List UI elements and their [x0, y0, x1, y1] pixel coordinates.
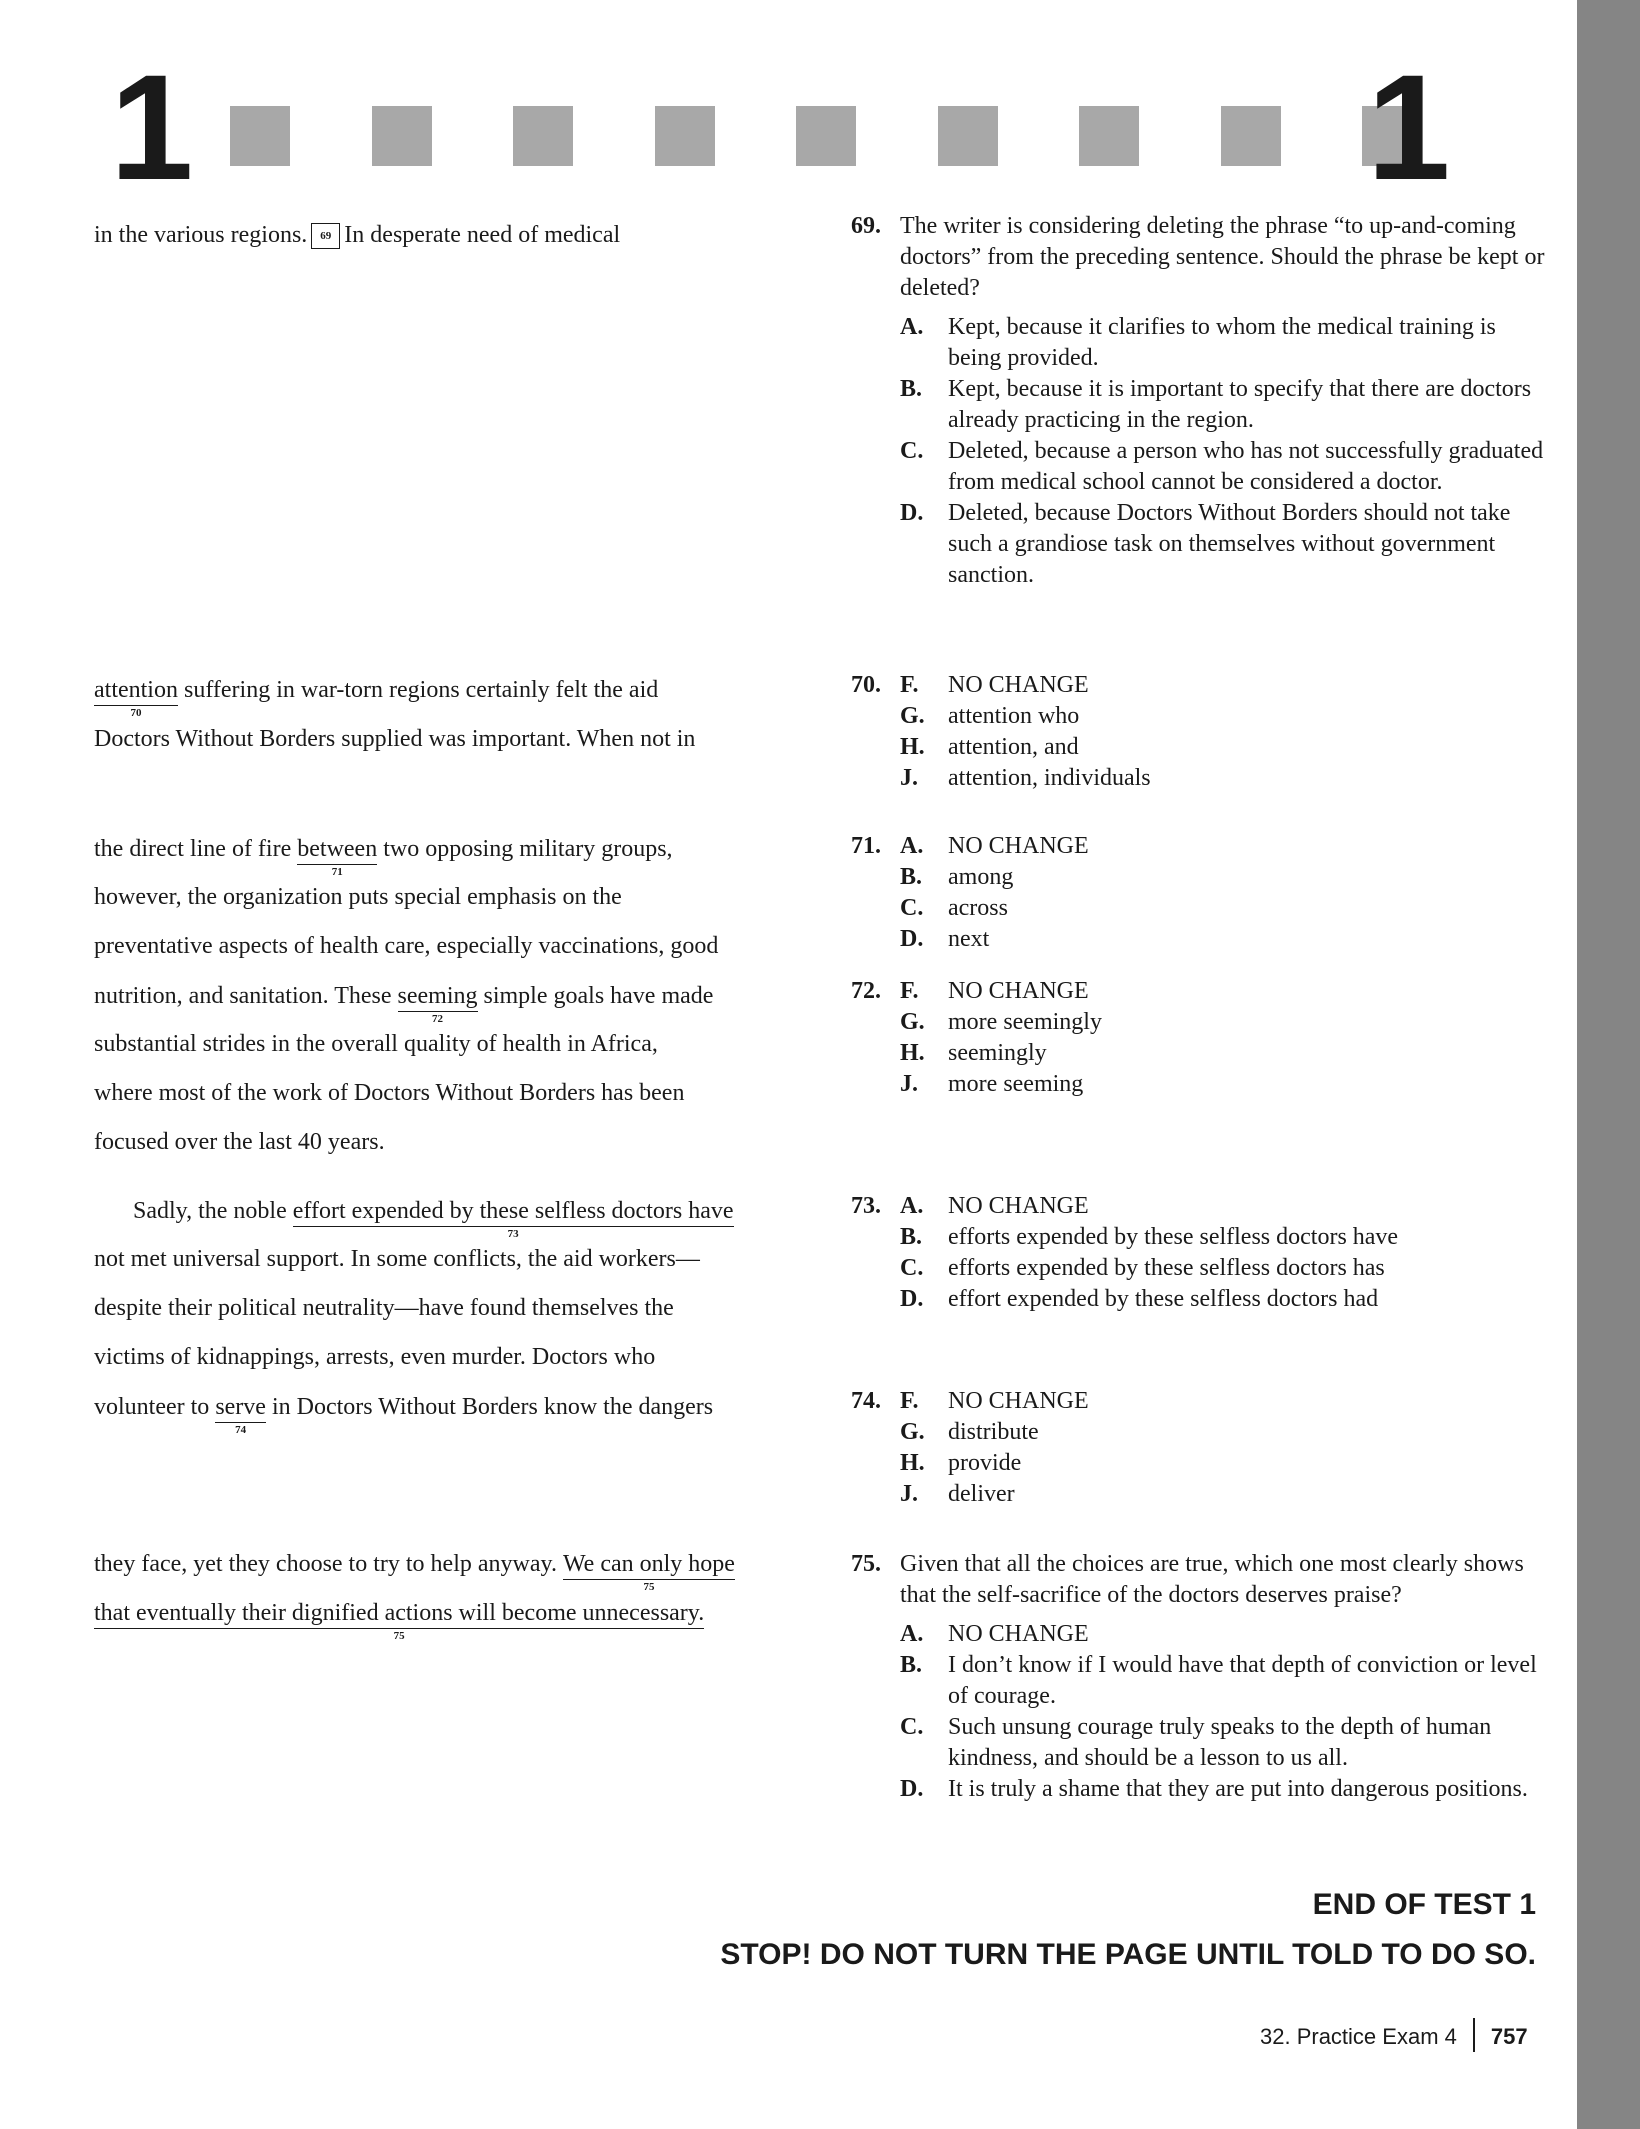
passage-text: in the various regions. — [94, 222, 308, 248]
choice-letter: F. — [900, 1388, 919, 1414]
choice-letter: C. — [900, 895, 924, 921]
passage-text: nutrition, and sanitation. These — [94, 983, 398, 1009]
underlined-text: We can only hope — [562, 1551, 735, 1577]
passage-text: Sadly, the noble — [133, 1198, 293, 1224]
choice-letter: A. — [900, 314, 924, 340]
header-square — [1079, 106, 1139, 166]
choice-letter: A. — [900, 1193, 924, 1219]
passage-line: not met universal support. In some conflicts, the aid workers— — [94, 1246, 700, 1272]
question-number: 70. — [851, 672, 881, 698]
answer-choice[interactable] — [851, 1191, 1551, 1222]
header-square — [513, 106, 573, 166]
answer-choice[interactable] — [851, 1253, 1551, 1284]
answer-choice[interactable] — [851, 763, 1551, 794]
passage-line — [94, 836, 673, 878]
passage-line — [94, 677, 659, 719]
choice-letter: F. — [900, 978, 919, 1004]
choice-text: NO CHANGE — [948, 833, 1089, 859]
header-square — [230, 106, 290, 166]
passage-text: the direct line of fire — [94, 836, 298, 862]
question-stem: The writer is considering deleting the phrase “to up-and-coming doctors” from the preceding sentence. Should the phrase be kept or deleted? — [900, 213, 1545, 301]
underlined-segment-73[interactable] — [292, 1198, 734, 1240]
choice-text: attention, and — [948, 734, 1079, 760]
answer-choice[interactable] — [851, 701, 1551, 732]
passage-line — [94, 1394, 714, 1436]
choice-letter: C. — [900, 1255, 924, 1281]
underlined-segment-70[interactable] — [94, 677, 178, 719]
passage-line: substantial strides in the overall quality of health in Africa, — [94, 1031, 658, 1057]
choice-text: NO CHANGE — [948, 978, 1089, 1004]
answer-choice[interactable] — [851, 893, 1551, 924]
choice-letter: A. — [900, 833, 924, 859]
answer-choice[interactable] — [851, 976, 1551, 1007]
passage-text: suffering in war-torn regions certainly felt the aid — [177, 677, 659, 703]
answer-choice[interactable] — [851, 1038, 1551, 1069]
answer-choice[interactable] — [851, 1774, 1551, 1805]
passage-text: In desperate need of medical — [344, 222, 621, 248]
answer-choice[interactable] — [851, 436, 1551, 498]
choice-text: efforts expended by these selfless doctors has — [948, 1255, 1385, 1281]
choice-letter: C. — [900, 1714, 924, 1740]
passage-line: preventative aspects of health care, especially vaccinations, good — [94, 933, 719, 959]
answer-choice[interactable] — [851, 498, 1551, 591]
answer-choice[interactable] — [851, 1386, 1551, 1417]
header-square — [796, 106, 856, 166]
choice-letter: H. — [900, 1040, 925, 1066]
header-square — [1221, 106, 1281, 166]
passage-line: however, the organization puts special emphasis on the — [94, 884, 622, 910]
choice-text: I don’t know if I would have that depth of conviction or level of courage. — [948, 1652, 1537, 1709]
question-number: 71. — [851, 833, 881, 859]
choice-text: next — [948, 926, 990, 952]
choice-letter: D. — [900, 1286, 924, 1312]
choice-letter: G. — [900, 1009, 925, 1035]
underline-number: 70 — [130, 706, 142, 719]
question-number: 69. — [851, 213, 881, 239]
underline-number: 75 — [643, 1580, 655, 1593]
underline-number: 74 — [235, 1423, 247, 1436]
choice-text: across — [948, 895, 1008, 921]
answer-choice[interactable] — [851, 312, 1551, 374]
choice-letter: B. — [900, 376, 923, 402]
choice-text: NO CHANGE — [948, 1388, 1089, 1414]
choice-letter: B. — [900, 1224, 923, 1250]
choice-letter: J. — [900, 1481, 918, 1507]
header-square — [938, 106, 998, 166]
underlined-text: attention — [94, 677, 178, 703]
underlined-text: that eventually their dignified actions will become unnecessary. — [94, 1600, 705, 1626]
question-75 — [851, 1549, 1551, 1805]
passage-line: victims of kidnappings, arrests, even murder. Doctors who — [94, 1344, 656, 1370]
end-of-test-heading: END OF TEST 1 — [1312, 1888, 1536, 1921]
underlined-text: effort expended by these selfless doctors have — [292, 1198, 734, 1224]
chapter-label: 32. Practice Exam 4 — [1260, 2024, 1457, 2049]
answer-choice[interactable] — [851, 1284, 1551, 1315]
underline-number: 72 — [432, 1012, 443, 1025]
answer-choice[interactable] — [851, 374, 1551, 436]
choice-text: NO CHANGE — [948, 1621, 1089, 1647]
passage-line: Doctors Without Borders supplied was important. When not in — [94, 726, 696, 752]
answer-choices — [851, 312, 1551, 591]
choice-letter: J. — [900, 765, 918, 791]
passage-line — [94, 223, 620, 249]
choice-letter: G. — [900, 703, 925, 729]
underlined-text: between — [297, 836, 378, 862]
passage-text: two opposing military groups, — [377, 836, 673, 862]
choice-letter: F. — [900, 672, 919, 698]
choice-letter: A. — [900, 1621, 924, 1647]
answer-choice[interactable] — [851, 1069, 1551, 1100]
answer-choice[interactable] — [851, 1448, 1551, 1479]
choice-text: among — [948, 864, 1014, 890]
choice-text: Kept, because it clarifies to whom the medical training is being provided. — [948, 314, 1496, 371]
question-number: 73. — [851, 1193, 881, 1219]
answer-choice[interactable] — [851, 1417, 1551, 1448]
page-edge-bar — [1577, 0, 1640, 2129]
underline-number: 75 — [393, 1629, 405, 1642]
question-73 — [851, 1191, 1551, 1315]
answer-choice[interactable] — [851, 732, 1551, 763]
answer-choice[interactable] — [851, 1712, 1551, 1774]
choice-text: seemingly — [948, 1040, 1047, 1066]
answer-choice[interactable] — [851, 1007, 1551, 1038]
passage-line — [94, 983, 714, 1025]
page-number: 757 — [1490, 2024, 1528, 2049]
underline-number: 73 — [507, 1227, 519, 1240]
answer-choice[interactable] — [851, 1619, 1551, 1650]
underlined-segment-74[interactable] — [215, 1394, 266, 1436]
underlined-segment-75[interactable] — [562, 1551, 735, 1593]
choice-letter: H. — [900, 734, 925, 760]
passage-line — [94, 1600, 705, 1642]
choice-letter: H. — [900, 1450, 925, 1476]
choice-text: NO CHANGE — [948, 1193, 1089, 1219]
underlined-segment-71[interactable] — [297, 836, 378, 878]
choice-letter: J. — [900, 1071, 918, 1097]
answer-choice[interactable] — [851, 1650, 1551, 1712]
choice-text: more seemingly — [948, 1009, 1102, 1035]
choice-text: Deleted, because Doctors Without Borders should not take such a grandiose task on themselves without government sanction. — [948, 500, 1511, 588]
page-footer — [1260, 2018, 1528, 2052]
header-square — [655, 106, 715, 166]
choice-text: Deleted, because a person who has not successfully graduated from medical school cannot be considered a doctor. — [948, 438, 1544, 495]
question-74 — [851, 1386, 1551, 1510]
choice-text: deliver — [948, 1481, 1015, 1507]
question-number: 72. — [851, 978, 881, 1004]
underlined-segment-75[interactable] — [94, 1600, 705, 1642]
stop-instruction: STOP! DO NOT TURN THE PAGE UNTIL TOLD TO DO SO. — [720, 1938, 1536, 1971]
choice-text: efforts expended by these selfless doctors have — [948, 1224, 1399, 1250]
passage-line: where most of the work of Doctors Without Borders has been — [94, 1080, 685, 1106]
question-stem: Given that all the choices are true, which one most clearly shows that the self-sacrifice of the doctors deserves praise? — [900, 1551, 1524, 1608]
underline-number: 71 — [331, 865, 343, 878]
choice-letter: B. — [900, 864, 923, 890]
choice-letter: B. — [900, 1652, 923, 1678]
passage-line: despite their political neutrality—have found themselves the — [94, 1295, 674, 1321]
passage-text: volunteer to — [94, 1394, 216, 1420]
question-number: 74. — [851, 1388, 881, 1414]
choice-text: Kept, because it is important to specify that there are doctors already practicing in the region. — [948, 376, 1532, 433]
choice-text: NO CHANGE — [948, 672, 1089, 698]
passage-text: simple goals have made — [477, 983, 714, 1009]
passage-text: they face, yet they choose to try to help anyway. — [94, 1551, 563, 1577]
footer-divider — [1473, 2018, 1475, 2052]
choice-text: Such unsung courage truly speaks to the depth of human kindness, and should be a lesson to us all. — [948, 1714, 1492, 1771]
section-number-right: 1 — [1367, 43, 1451, 211]
question-69 — [851, 211, 1551, 591]
question-70 — [851, 670, 1551, 794]
passage-line — [94, 1551, 735, 1593]
passage-text: in Doctors Without Borders know the dangers — [265, 1394, 714, 1420]
question-box-69[interactable]: 69 — [311, 223, 340, 249]
choice-text: effort expended by these selfless doctors had — [948, 1286, 1379, 1312]
section-number-left: 1 — [110, 43, 194, 211]
answer-choice[interactable] — [851, 924, 1551, 955]
answer-choice[interactable] — [851, 862, 1551, 893]
choice-letter: G. — [900, 1419, 925, 1445]
underlined-text: seeming — [397, 983, 478, 1009]
choice-text: distribute — [948, 1419, 1039, 1445]
answer-choices — [851, 1619, 1551, 1805]
question-number: 75. — [851, 1551, 881, 1577]
answer-choice[interactable] — [851, 1222, 1551, 1253]
choice-text: provide — [948, 1450, 1022, 1476]
underlined-segment-72[interactable] — [397, 983, 478, 1025]
choice-text: attention who — [948, 703, 1080, 729]
choice-letter: D. — [900, 500, 924, 526]
header-square — [372, 106, 432, 166]
choice-text: attention, individuals — [948, 765, 1151, 791]
answer-choice[interactable] — [851, 1479, 1551, 1510]
choice-letter: D. — [900, 926, 924, 952]
answer-choice[interactable] — [851, 670, 1551, 701]
choice-letter: D. — [900, 1776, 924, 1802]
passage-line — [133, 1198, 734, 1240]
underlined-text: serve — [215, 1394, 266, 1420]
question-72 — [851, 976, 1551, 1100]
choice-text: It is truly a shame that they are put into dangerous positions. — [948, 1776, 1528, 1802]
question-71 — [851, 831, 1551, 955]
choice-text: more seeming — [948, 1071, 1084, 1097]
answer-choice[interactable] — [851, 831, 1551, 862]
choice-letter: C. — [900, 438, 924, 464]
passage-line: focused over the last 40 years. — [94, 1129, 385, 1155]
